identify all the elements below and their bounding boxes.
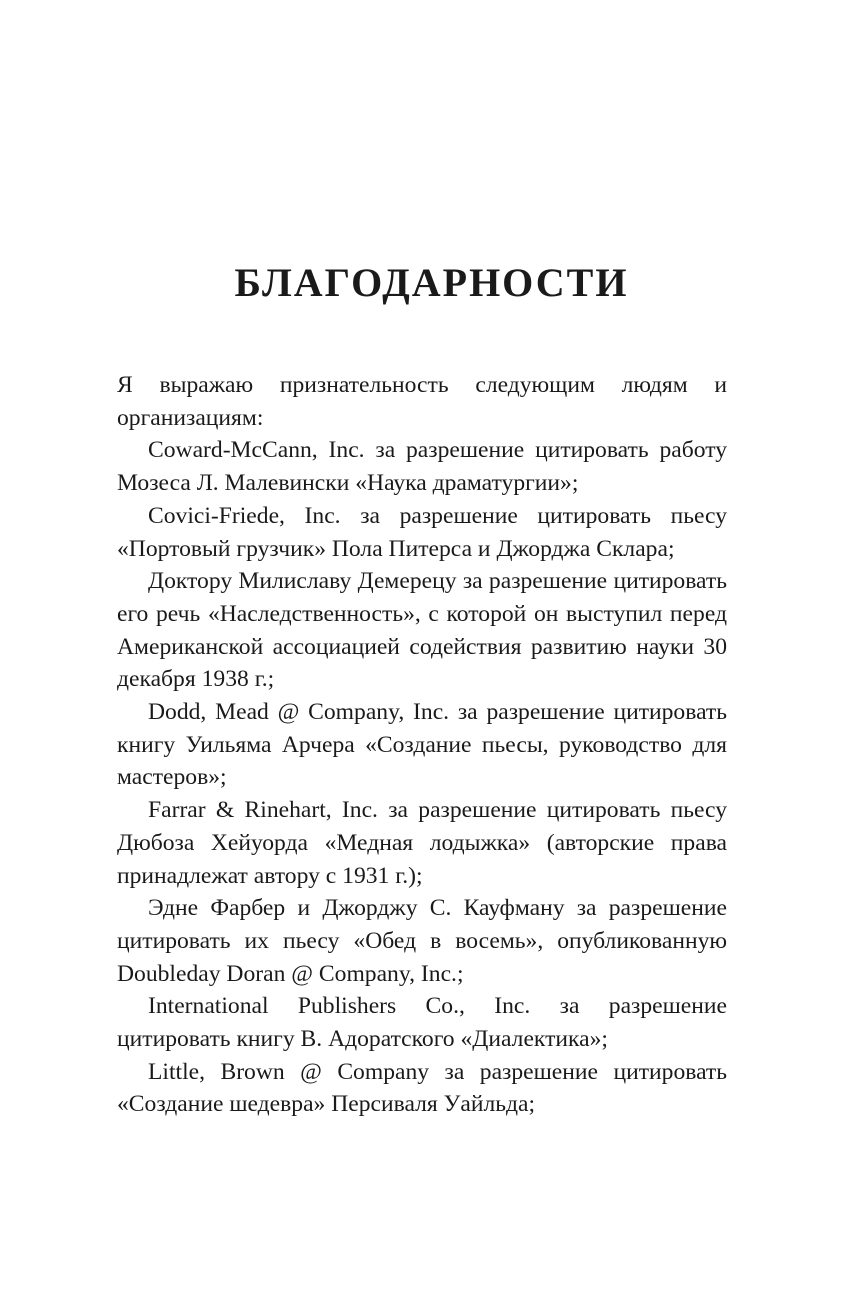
paragraph: Доктору Милиславу Демерецу за разрешение цитировать его речь «Наследственность», с которой он выступил перед Американской ассоциацией содействия развитию науки 30 декабря 1938 г.; (117, 568, 727, 693)
paragraph: Covici-Friede, Inc. за разрешение цитировать пьесу «Портовый грузчик» Пола Питерса и Джорджа Склара; (117, 502, 727, 562)
paragraph: Эдне Фарбер и Джорджу С. Кауфману за разрешение цитировать их пьесу «Обед в восемь», опубликованную Doubleday Doran @ Company, Inc.; (117, 895, 727, 987)
paragraph: International Publishers Co., Inc. за разрешение цитировать книгу В. Адоратского «Диалектика»; (117, 993, 727, 1053)
paragraph: Little, Brown @ Company за разрешение цитировать «Создание шедевра» Персиваля Уайльда; (117, 1058, 727, 1118)
paragraph: Farrar & Rinehart, Inc. за разрешение цитировать пьесу Дюбоза Хейуорда «Медная лодыжка» (авторские права принадлежат автору с 1931 г.); (117, 797, 727, 889)
page-title: БЛАГОДАРНОСТИ (234, 260, 629, 305)
paragraph: Coward-McCann, Inc. за разрешение цитировать работу Мозеса Л. Малевински «Наука драматургии»; (117, 437, 727, 497)
paragraph: Dodd, Mead @ Company, Inc. за разрешение цитировать книгу Уильяма Арчера «Создание пьесы, руководство для мастеров»; (117, 699, 727, 791)
paragraph-intro: Я выражаю признательность следующим людям и организациям: (117, 372, 727, 431)
acknowledgements-text (117, 369, 727, 1121)
